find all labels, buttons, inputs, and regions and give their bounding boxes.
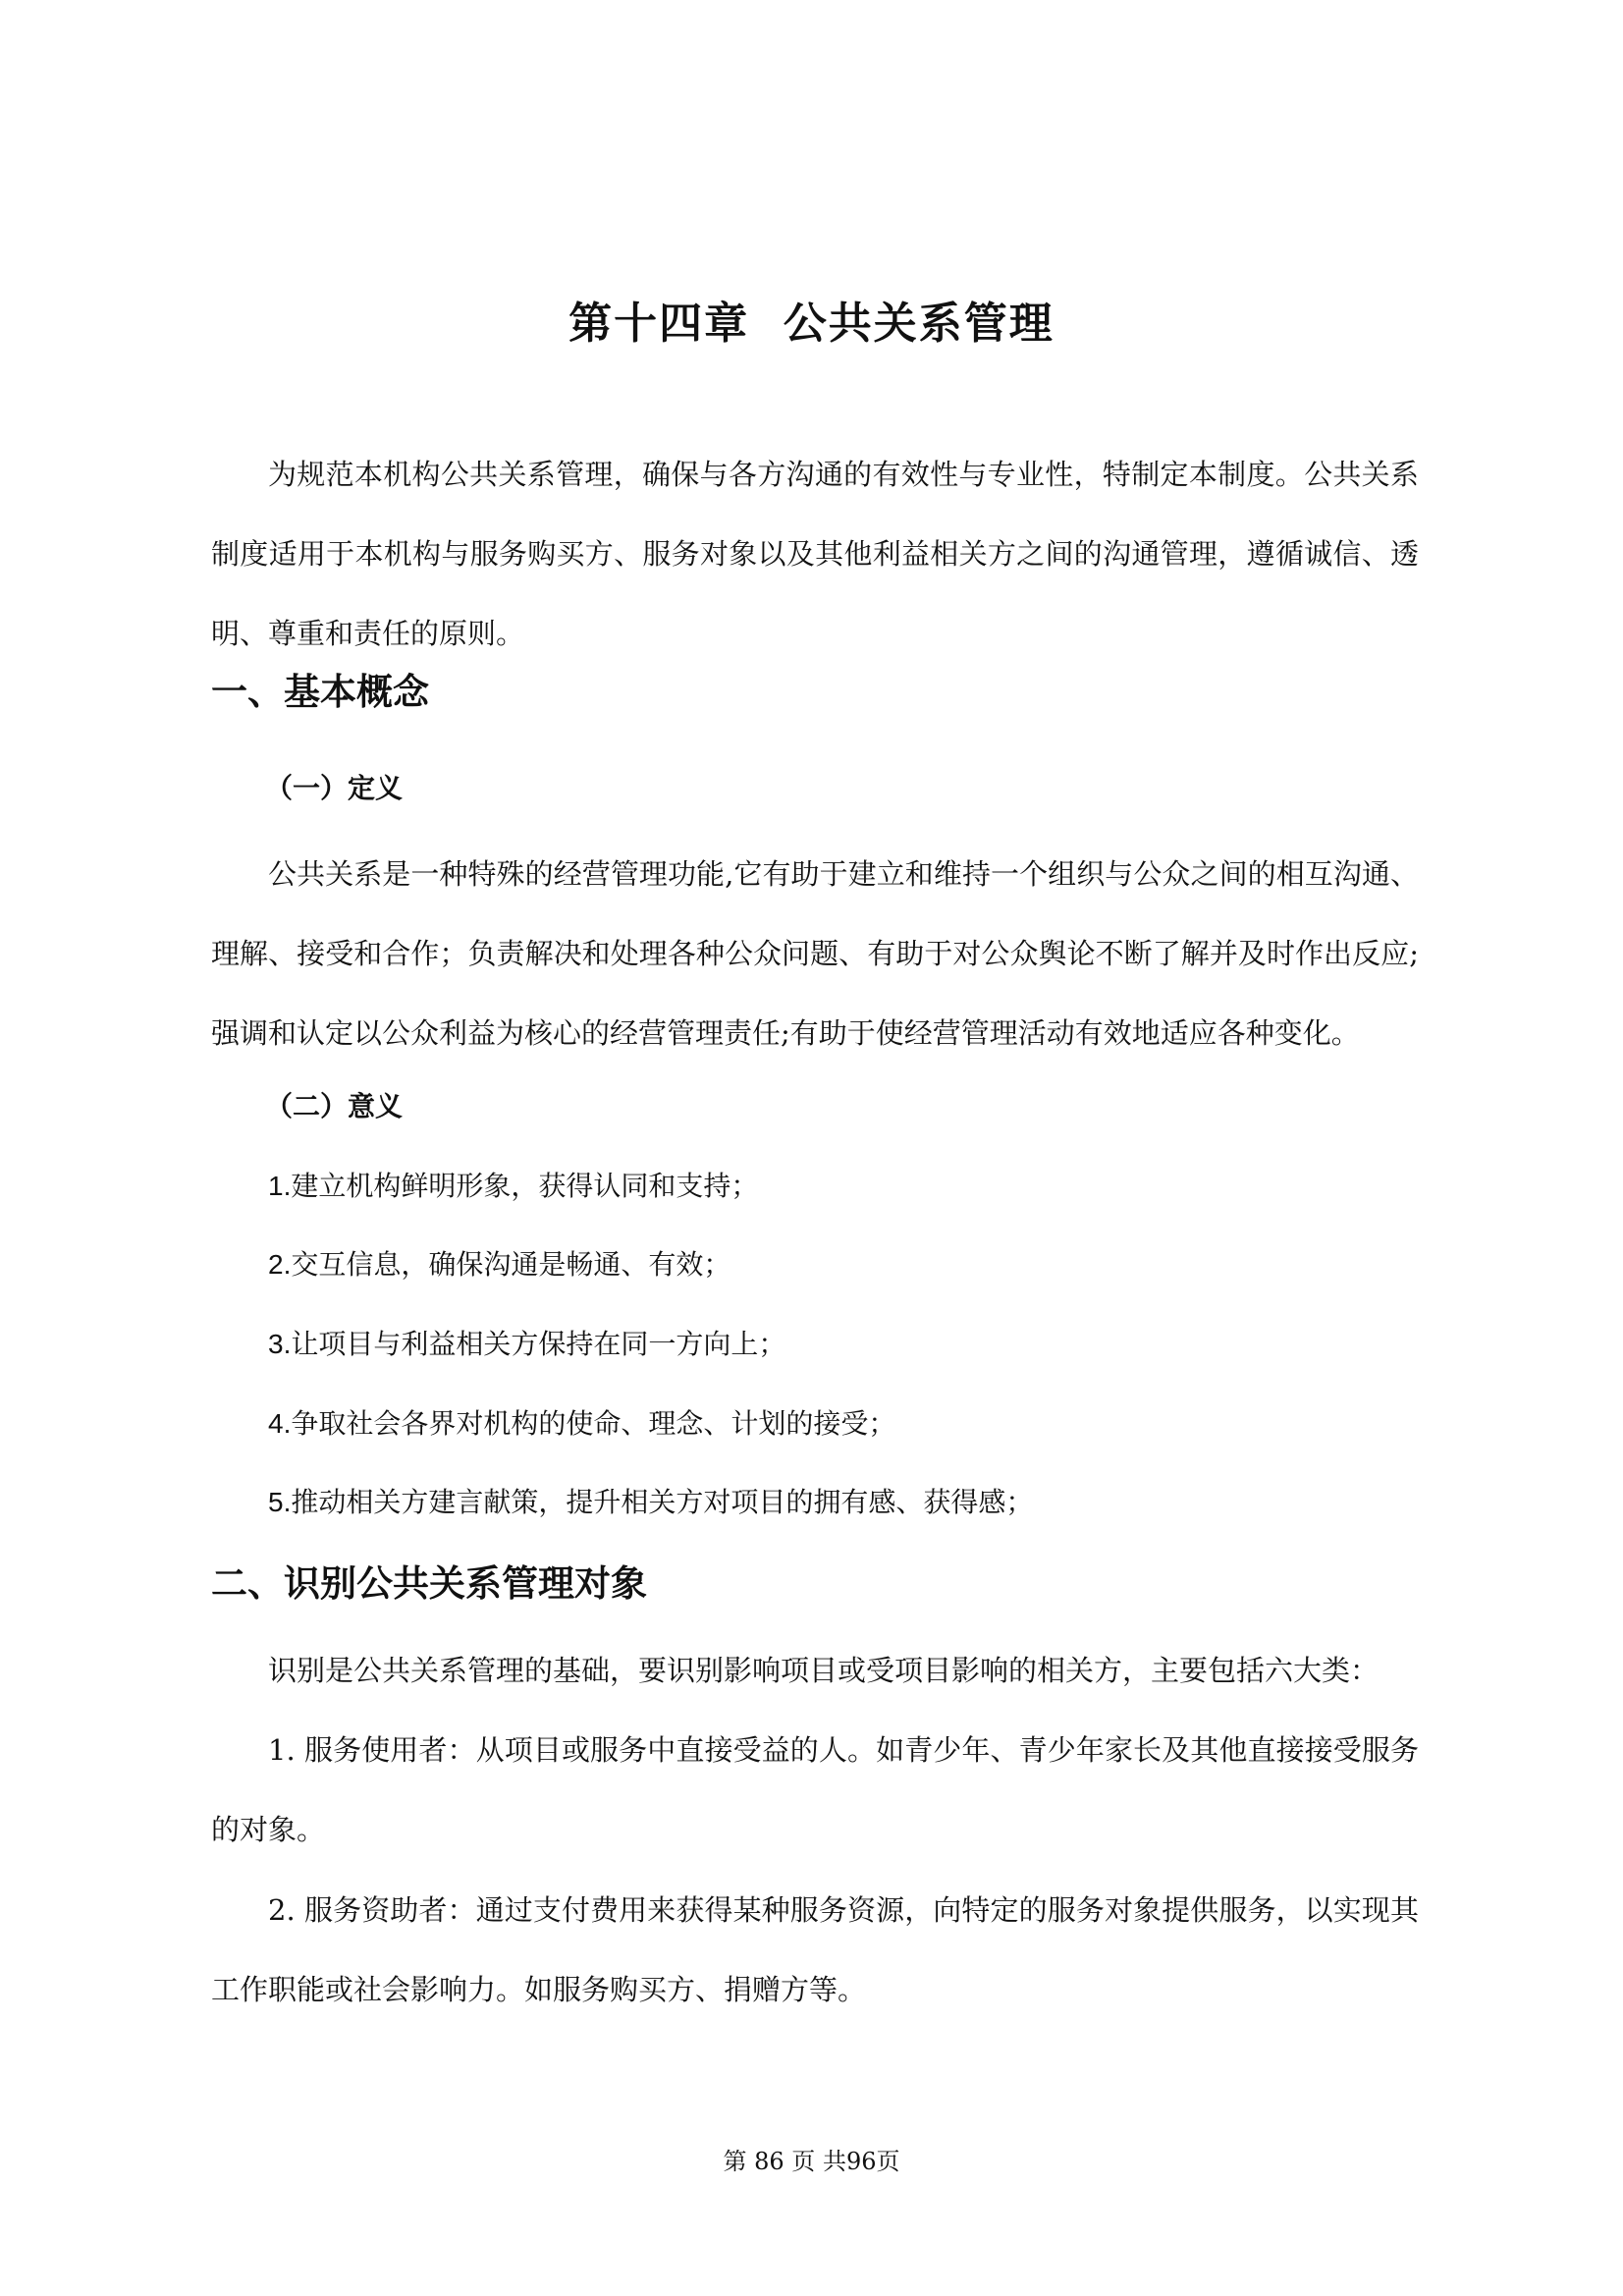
section-heading-basic-concepts: 一、基本概念 xyxy=(211,671,429,713)
list-item xyxy=(268,1167,758,1206)
list-item-text: 交互信息，确保沟通是畅通、有效； xyxy=(291,1248,731,1281)
list-item-text: 争取社会各界对机构的使命、理念、计划的接受； xyxy=(291,1407,896,1440)
list-item-text: 推动相关方建言献策，提升相关方对项目的拥有感、获得感； xyxy=(291,1486,1034,1518)
list-item-number: 1. xyxy=(268,1171,292,1201)
list-item xyxy=(268,1483,1033,1522)
identify-item-paragraph: 2. 服务资助者：通过支付费用来获得某种服务资源，向特定的服务对象提供服务，以实现其工作职能或社会影响力。如服务购买方、捐赠方等。 xyxy=(211,1893,1419,2006)
definition-paragraph: 公共关系是一种特殊的经营管理功能,它有助于建立和维持一个组织与公众之间的相互沟通、理解、接受和合作；负责解决和处理各种公众问题、有助于对公众舆论不断了解并及时作出反应;强调和认定以公众利益为核心的经营管理责任;有助于使经营管理活动有效地适应各种变化。 xyxy=(211,857,1419,1050)
list-item-number: 3. xyxy=(268,1329,292,1359)
intro-paragraph: 为规范本机构公共关系管理，确保与各方沟通的有效性与专业性，特制定本制度。公共关系制度适用于本机构与服务购买方、服务对象以及其他利益相关方之间的沟通管理，遵循诚信、透明、尊重和责任的原则。 xyxy=(211,458,1419,650)
list-item xyxy=(268,1245,730,1285)
page-number-footer: 第 86 页 共96页 xyxy=(723,2148,900,2175)
list-item-number: 4. xyxy=(268,1408,292,1439)
identify-item-paragraph: 1. 服务使用者：从项目或服务中直接受益的人。如青少年、青少年家长及其他直接接受服务的对象。 xyxy=(211,1733,1419,1846)
list-item-text: 让项目与利益相关方保持在同一方向上； xyxy=(291,1328,786,1360)
subsection-heading-significance: （二）意义 xyxy=(265,1090,404,1122)
identify-intro-paragraph: 识别是公共关系管理的基础，要识别影响项目或受项目影响的相关方，主要包括六大类： xyxy=(268,1654,1380,1687)
section-heading-identify-objects: 二、识别公共关系管理对象 xyxy=(211,1562,647,1605)
list-item xyxy=(268,1404,895,1444)
list-item xyxy=(268,1325,785,1364)
list-item-number: 2. xyxy=(268,1249,292,1280)
list-item-number: 5. xyxy=(268,1487,292,1517)
chapter-title: 第十四章 公共关系管理 xyxy=(568,299,1055,349)
list-item-text: 建立机构鲜明形象，获得认同和支持； xyxy=(291,1170,759,1202)
subsection-heading-definition: （一）定义 xyxy=(265,772,404,804)
